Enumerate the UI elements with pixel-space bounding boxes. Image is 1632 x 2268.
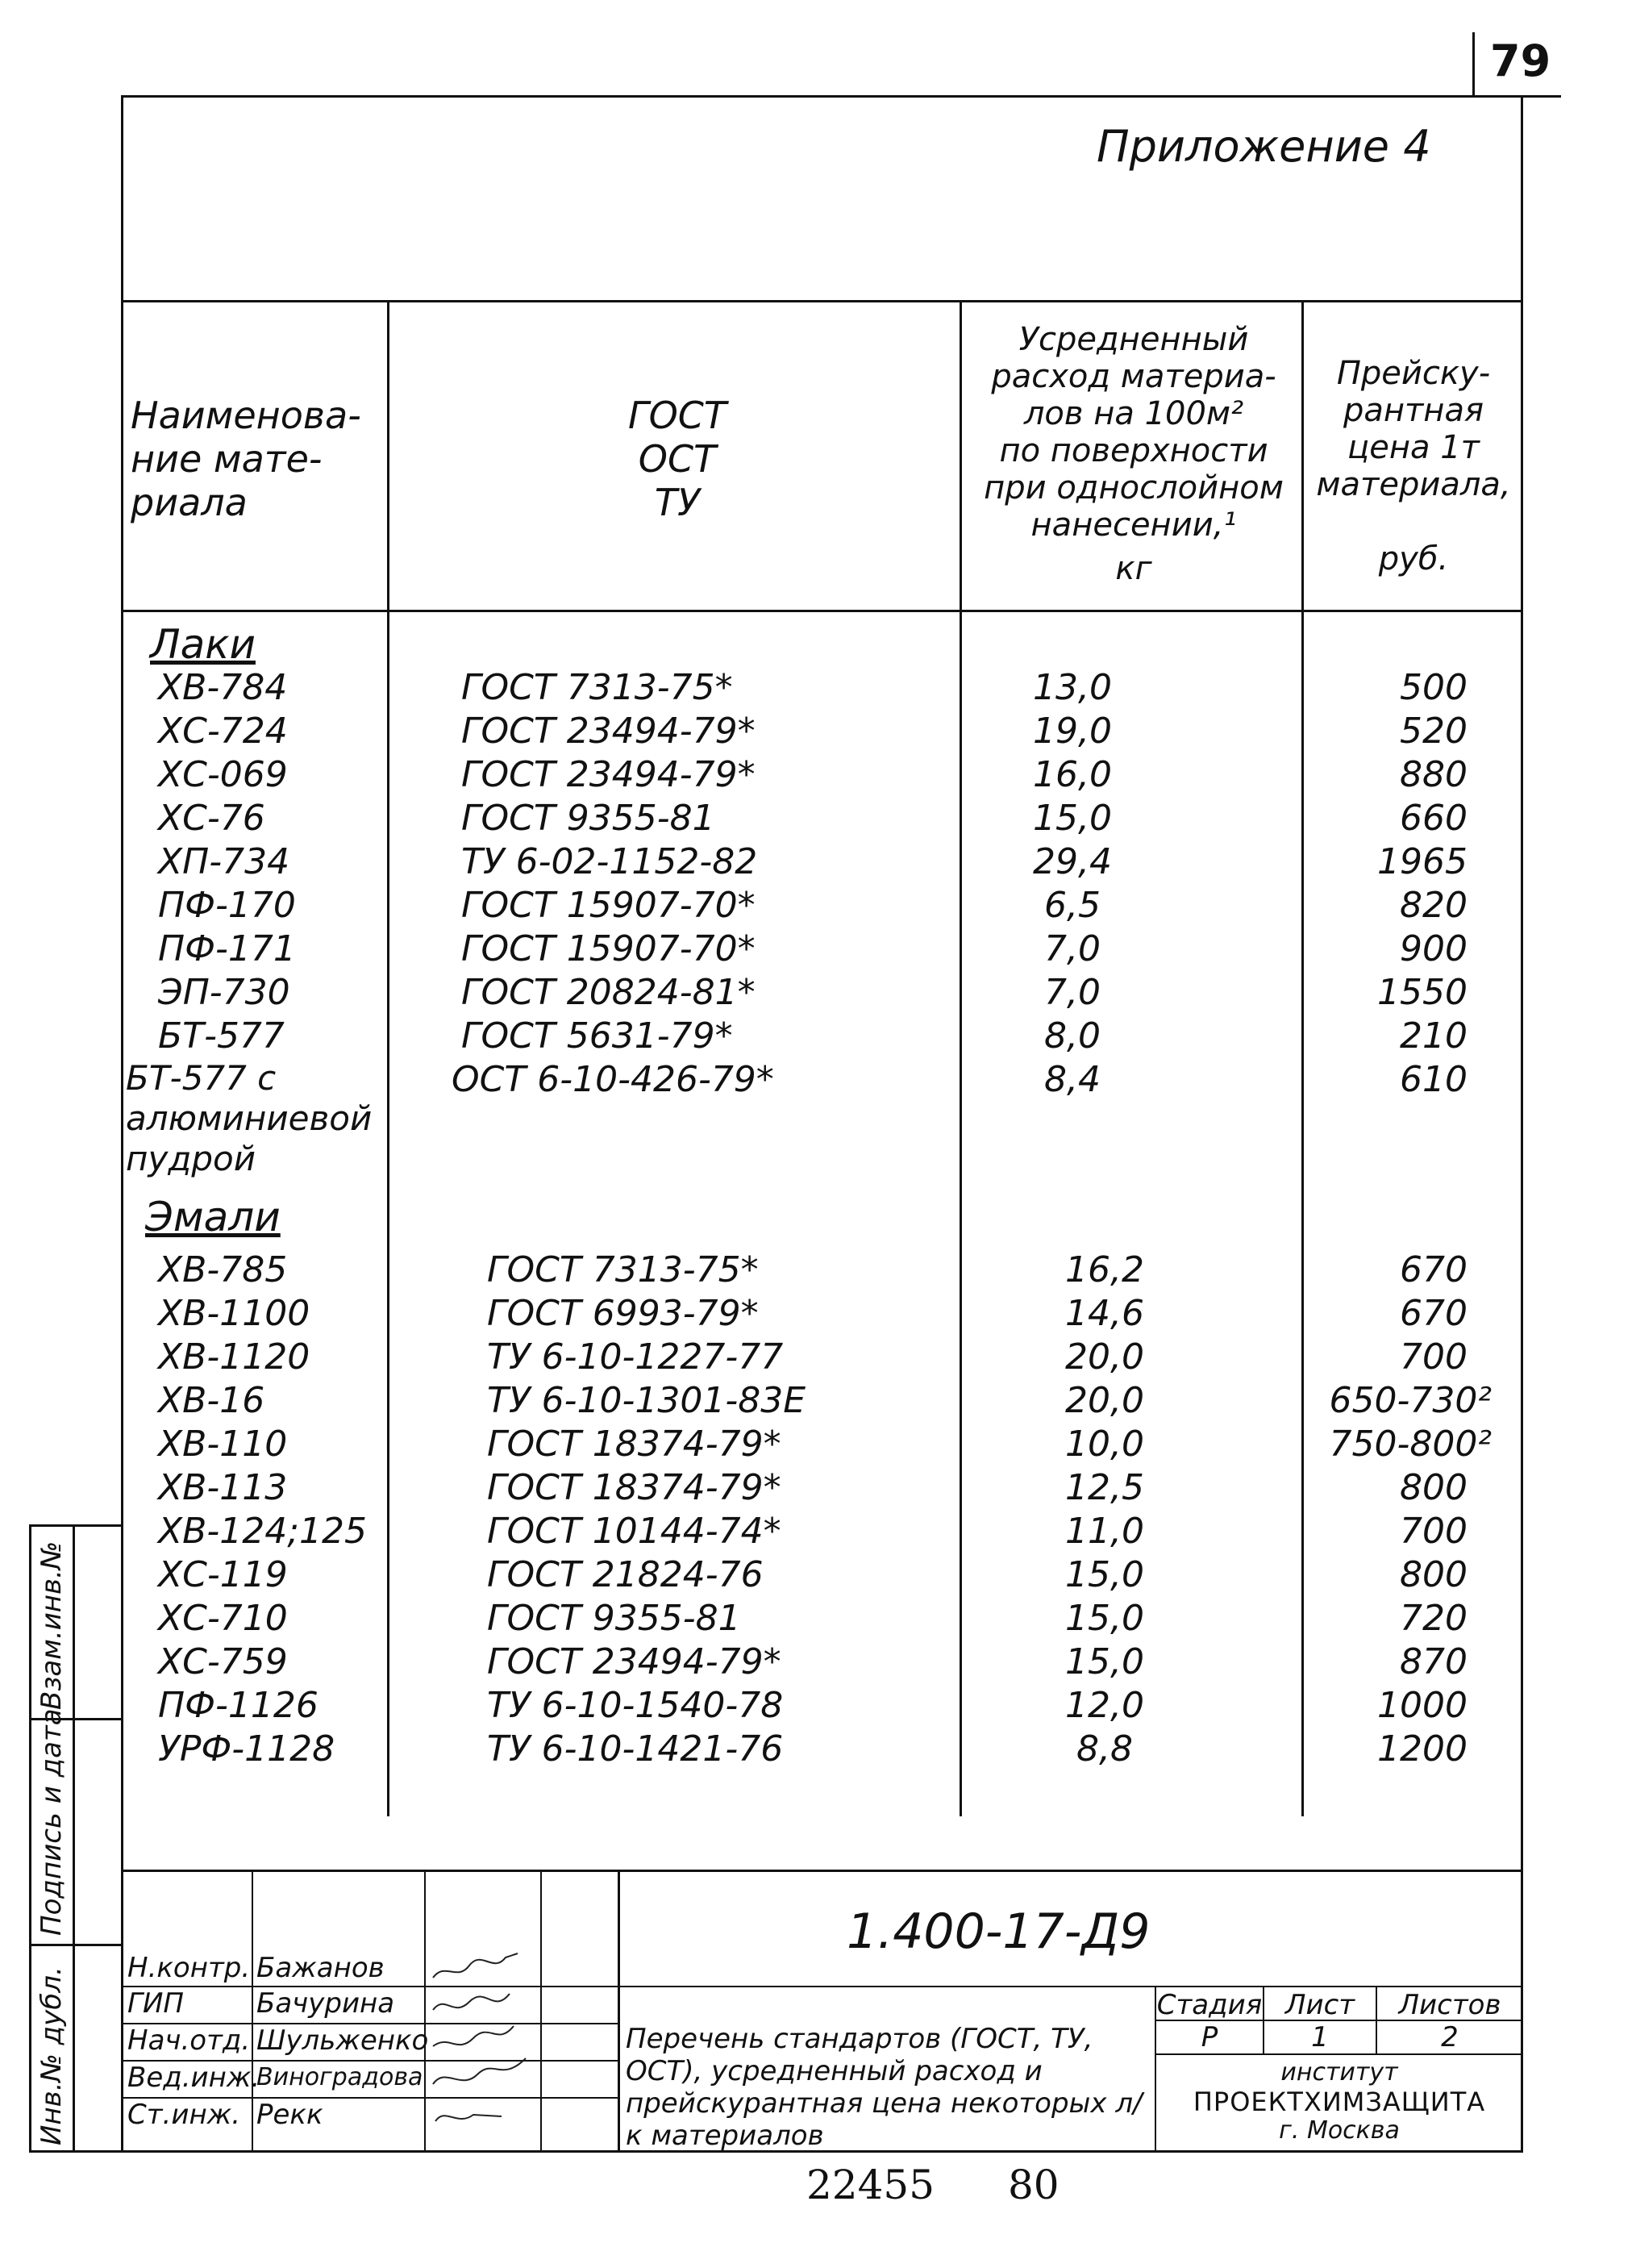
- row-name: ХВ-1120: [158, 1336, 310, 1378]
- row-standard: ТУ 6-10-1540-78: [487, 1685, 784, 1726]
- row-standard: ГОСТ 15907-70*: [461, 928, 756, 969]
- row-consumption: 7,0: [1044, 972, 1101, 1013]
- row-price: 700: [1400, 1511, 1468, 1552]
- header-name: Наименова- ние мате- риала: [131, 394, 361, 524]
- row-name: ХВ-16: [158, 1380, 265, 1421]
- side-stamp-top: [29, 1524, 121, 1527]
- frame-left: [121, 95, 123, 2152]
- row-standard: ГОСТ 23494-79*: [461, 711, 756, 752]
- sheet-label: Лист: [1284, 1989, 1355, 2021]
- row-standard: ТУ 6-10-1301-83Е: [487, 1380, 806, 1421]
- row-price: 700: [1400, 1336, 1468, 1378]
- person-name: Бажанов: [256, 1952, 385, 1984]
- row-consumption: 12,5: [1065, 1467, 1144, 1508]
- row-consumption: 8,0: [1044, 1015, 1101, 1057]
- row-consumption: 11,0: [1065, 1511, 1144, 1552]
- side-stamp-sep-2: [29, 1944, 121, 1946]
- role-label: Ст.инж.: [127, 2099, 241, 2131]
- footer-number-1: 22455: [806, 2162, 935, 2208]
- row-price: 610: [1400, 1059, 1468, 1100]
- row-name: ХВ-785: [158, 1249, 288, 1290]
- col-divider-1: [387, 300, 389, 1816]
- row-name: ЭП-730: [158, 972, 290, 1013]
- row-name: ПФ-1126: [158, 1685, 318, 1726]
- row-standard: ГОСТ 18374-79*: [487, 1467, 781, 1508]
- row-price: 1965: [1377, 841, 1468, 882]
- row-consumption: 16,0: [1033, 754, 1112, 795]
- row-name: БТ-577 с алюминиевой пудрой: [126, 1058, 373, 1178]
- row-price: 670: [1400, 1249, 1468, 1290]
- row-name: ХВ-1100: [158, 1293, 310, 1334]
- row-price: 800: [1400, 1554, 1468, 1595]
- row-standard: ОСТ 6-10-426-79*: [452, 1059, 774, 1100]
- row-consumption: 10,0: [1065, 1424, 1144, 1465]
- row-standard: ГОСТ 7313-75*: [487, 1249, 759, 1290]
- row-standard: ГОСТ 23494-79*: [461, 754, 756, 795]
- row-consumption: 12,0: [1065, 1685, 1144, 1726]
- side-stamp-field-3: Взам.инв.№: [35, 1540, 68, 1710]
- person-name: Виноградова: [256, 2063, 423, 2091]
- row-price: 500: [1400, 667, 1468, 708]
- row-consumption: 7,0: [1044, 928, 1101, 969]
- appendix-title: Приложение 4: [1097, 121, 1431, 172]
- row-price: 1000: [1377, 1685, 1468, 1726]
- tb-col-4: [618, 1870, 620, 2150]
- row-name: ХП-734: [158, 841, 290, 882]
- row-consumption: 8,4: [1044, 1059, 1101, 1100]
- row-name: ХС-76: [158, 798, 265, 839]
- row-consumption: 15,0: [1033, 798, 1112, 839]
- row-standard: ТУ 6-10-1227-77: [487, 1336, 784, 1378]
- row-name: ХВ-784: [158, 667, 288, 708]
- row-consumption: 15,0: [1065, 1554, 1144, 1595]
- role-label: Вед.инж.: [127, 2062, 260, 2094]
- section-title-lacquers: Лаки: [150, 621, 256, 668]
- row-consumption: 8,8: [1076, 1728, 1133, 1770]
- side-stamp-mid: [73, 1524, 75, 2150]
- title-block-top: [121, 1870, 1523, 1872]
- sheet-value: 1: [1311, 2021, 1329, 2053]
- row-standard: ГОСТ 9355-81: [487, 1598, 741, 1639]
- row-standard: ГОСТ 15907-70*: [461, 885, 756, 926]
- row-name: ХВ-124;125: [158, 1511, 367, 1552]
- signatures-image: [429, 1945, 534, 2139]
- row-name: ХС-119: [158, 1554, 288, 1595]
- side-stamp-field-1: Инв.№ дубл.: [35, 1966, 68, 2145]
- header-standard: ГОСТ ОСТ ТУ: [627, 394, 727, 524]
- document-code: 1.400-17-Д9: [847, 1903, 1151, 1960]
- row-name: ХС-724: [158, 711, 288, 752]
- row-price: 660: [1400, 798, 1468, 839]
- row-consumption: 13,0: [1033, 667, 1112, 708]
- tb-col-1: [252, 1870, 253, 2150]
- row-price: 670: [1400, 1293, 1468, 1334]
- role-label: ГИП: [127, 1987, 184, 2020]
- row-standard: ГОСТ 23494-79*: [487, 1641, 781, 1682]
- header-price: Прейску- рантная цена 1т материала, руб.: [1316, 355, 1511, 577]
- row-price: 880: [1400, 754, 1468, 795]
- col-divider-2: [960, 300, 962, 1816]
- row-standard: ГОСТ 20824-81*: [461, 972, 756, 1013]
- row-standard: ТУ 6-02-1152-82: [461, 841, 758, 882]
- row-price: 800: [1400, 1467, 1468, 1508]
- section-title-enamels: Эмали: [145, 1194, 281, 1240]
- row-price: 720: [1400, 1598, 1468, 1639]
- row-price: 650-730²: [1329, 1380, 1492, 1421]
- tb-col-3: [540, 1870, 542, 2150]
- row-name: ХВ-113: [158, 1467, 288, 1508]
- person-name: Шульженко: [256, 2024, 429, 2057]
- row-consumption: 6,5: [1044, 885, 1101, 926]
- header-consumption: Усредненный расход материа- лов на 100м² по поверхности при однослойном нанесении,¹ кг: [984, 321, 1284, 587]
- row-price: 870: [1400, 1641, 1468, 1682]
- person-name: Бачурина: [256, 1987, 395, 2020]
- row-name: ХС-759: [158, 1641, 288, 1682]
- person-name: Рекк: [256, 2099, 323, 2131]
- row-price: 1550: [1377, 972, 1468, 1013]
- stage-label: Стадия: [1156, 1989, 1263, 2021]
- role-label: Н.контр.: [127, 1952, 251, 1984]
- row-standard: ГОСТ 10144-74*: [487, 1511, 781, 1552]
- row-consumption: 16,2: [1065, 1249, 1144, 1290]
- page-number: 79: [1490, 35, 1551, 86]
- row-consumption: 29,4: [1033, 841, 1112, 882]
- row-name: УРФ-1128: [158, 1728, 335, 1770]
- row-standard: ГОСТ 5631-79*: [461, 1015, 733, 1057]
- role-label: Нач.отд.: [127, 2024, 251, 2057]
- row-standard: ГОСТ 6993-79*: [487, 1293, 759, 1334]
- row-consumption: 20,0: [1065, 1380, 1144, 1421]
- row-consumption: 19,0: [1033, 711, 1112, 752]
- table-header-bottom: [121, 610, 1523, 612]
- table-header-top: [121, 300, 1523, 302]
- sheets-value: 2: [1441, 2021, 1459, 2053]
- row-price: 1200: [1377, 1728, 1468, 1770]
- row-name: ХС-069: [158, 754, 288, 795]
- row-name: БТ-577: [158, 1015, 285, 1057]
- row-standard: ГОСТ 9355-81: [461, 798, 715, 839]
- organization: институт ПРОЕКТХИМЗАЩИТА г. Москва: [1193, 2058, 1486, 2145]
- sheets-label: Листов: [1398, 1989, 1501, 2021]
- row-name: ХВ-110: [158, 1424, 288, 1465]
- row-name: ХС-710: [158, 1598, 288, 1639]
- row-price: 900: [1400, 928, 1468, 969]
- document-description: Перечень стандартов (ГОСТ, ТУ, ОСТ), усредненный расход и прейскурантная цена некоторых л/к материалов: [626, 2023, 1143, 2152]
- row-standard: ТУ 6-10-1421-76: [487, 1728, 784, 1770]
- frame-top: [121, 95, 1524, 98]
- side-stamp-left: [29, 1524, 31, 2150]
- row-standard: ГОСТ 7313-75*: [461, 667, 733, 708]
- row-price: 750-800²: [1329, 1424, 1492, 1465]
- tb-col-2: [424, 1870, 426, 2150]
- row-name: ПФ-171: [158, 928, 296, 969]
- side-stamp-field-2: Подпись и дата: [35, 1708, 68, 1936]
- row-standard: ГОСТ 21824-76: [487, 1554, 764, 1595]
- row-price: 520: [1400, 711, 1468, 752]
- row-consumption: 15,0: [1065, 1598, 1144, 1639]
- row-consumption: 15,0: [1065, 1641, 1144, 1682]
- row-consumption: 20,0: [1065, 1336, 1144, 1378]
- row-price: 820: [1400, 885, 1468, 926]
- row-standard: ГОСТ 18374-79*: [487, 1424, 781, 1465]
- footer-number-2: 80: [1008, 2162, 1060, 2208]
- row-price: 210: [1400, 1015, 1468, 1057]
- page-number-divider: [1472, 32, 1475, 97]
- side-stamp-bottom: [29, 2150, 121, 2153]
- stage-value: Р: [1201, 2021, 1218, 2053]
- row-consumption: 14,6: [1065, 1293, 1144, 1334]
- row-name: ПФ-170: [158, 885, 296, 926]
